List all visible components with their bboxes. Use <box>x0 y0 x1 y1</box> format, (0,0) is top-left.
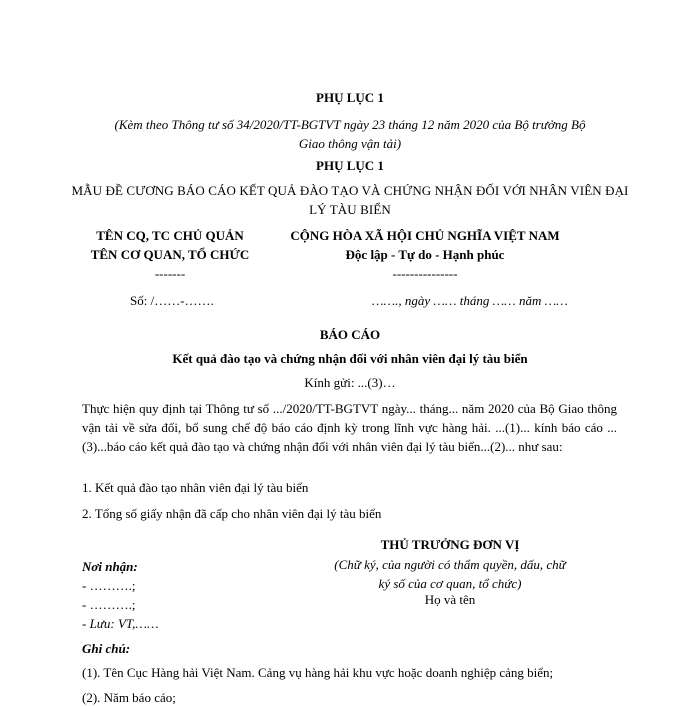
signature-note: (Chữ ký, của người có thẩm quyền, dấu, chữ ký số của cơ quan, tổ chức) <box>334 557 566 591</box>
form-title: MẪU ĐỀ CƯƠNG BÁO CÁO KẾT QUẢ ĐÀO TẠO VÀ CHỨNG NHẬN ĐỐI VỚI NHÂN VIÊN ĐẠI LÝ TÀU BIỂN <box>71 183 629 217</box>
note-1: (1). Tên Cục Hàng hải Việt Nam. Cảng vụ hàng hải khu vực hoặc doanh nghiệp cảng biển; <box>82 665 554 680</box>
recipient-archive: - Lưu: VT,…… <box>82 616 159 631</box>
national-title: CỘNG HÒA XÃ HỘI CHỦ NGHĨA VIỆT NAM <box>290 228 560 243</box>
national-separator: --------------- <box>392 266 458 281</box>
report-item-2: 2. Tổng số giấy nhận đã cấp cho nhân viên đại lý tàu biển <box>82 506 382 521</box>
notes-label: Ghi chú: <box>82 641 131 656</box>
report-recipient: Kính gửi: ...(3)… <box>304 375 396 390</box>
report-body: Thực hiện quy định tại Thông tư số .../2020/TT-BGTVT ngày... tháng... năm 2020 của Bộ Giao thông vận tải về sửa đổi, bổ sung chế độ báo cáo định kỳ trong lĩnh vực hàng hải. ...(1)... kính báo cáo ...(3)...báo cáo kết quả đào tạo và chứng nhận đối với nhân viên đại lý tàu biển...(2)... như sau: <box>82 401 617 454</box>
recipients-label: Nơi nhận: <box>82 559 138 574</box>
signature-title: THỦ TRƯỞNG ĐƠN VỊ <box>380 537 520 552</box>
report-title: BÁO CÁO <box>319 327 381 342</box>
recipient-line: - ……….; <box>82 578 136 593</box>
agency-header <box>70 226 270 283</box>
appendix-title-repeat: PHỤ LỤC 1 <box>316 158 384 173</box>
report-item-1: 1. Kết quả đào tạo nhân viên đại lý tàu biển <box>82 480 309 495</box>
note-2: (2). Năm báo cáo; <box>82 690 176 705</box>
national-header <box>275 226 575 283</box>
appendix-title: PHỤ LỤC 1 <box>316 90 384 105</box>
document-number: Số: /……-……. <box>130 293 214 308</box>
recipients-block <box>82 557 159 633</box>
agency-separator: ------- <box>154 266 186 281</box>
parent-agency-name: TÊN CQ, TC CHỦ QUẢN <box>96 228 244 243</box>
recipient-line: - ……….; <box>82 597 136 612</box>
document-date: ……., ngày …… tháng …… năm …… <box>372 293 568 308</box>
agency-name: TÊN CƠ QUAN, TỔ CHỨC <box>90 247 250 262</box>
national-motto: Độc lập - Tự do - Hạnh phúc <box>345 247 505 262</box>
attachment-note: (Kèm theo Thông tư số 34/2020/TT-BGTVT ngày 23 tháng 12 năm 2020 của Bộ trưởng Bộ Giao thông vận tải) <box>114 117 586 151</box>
report-subject: Kết quả đào tạo và chứng nhận đối với nhân viên đại lý tàu biển <box>172 351 528 366</box>
signature-name: Họ và tên <box>424 592 476 607</box>
